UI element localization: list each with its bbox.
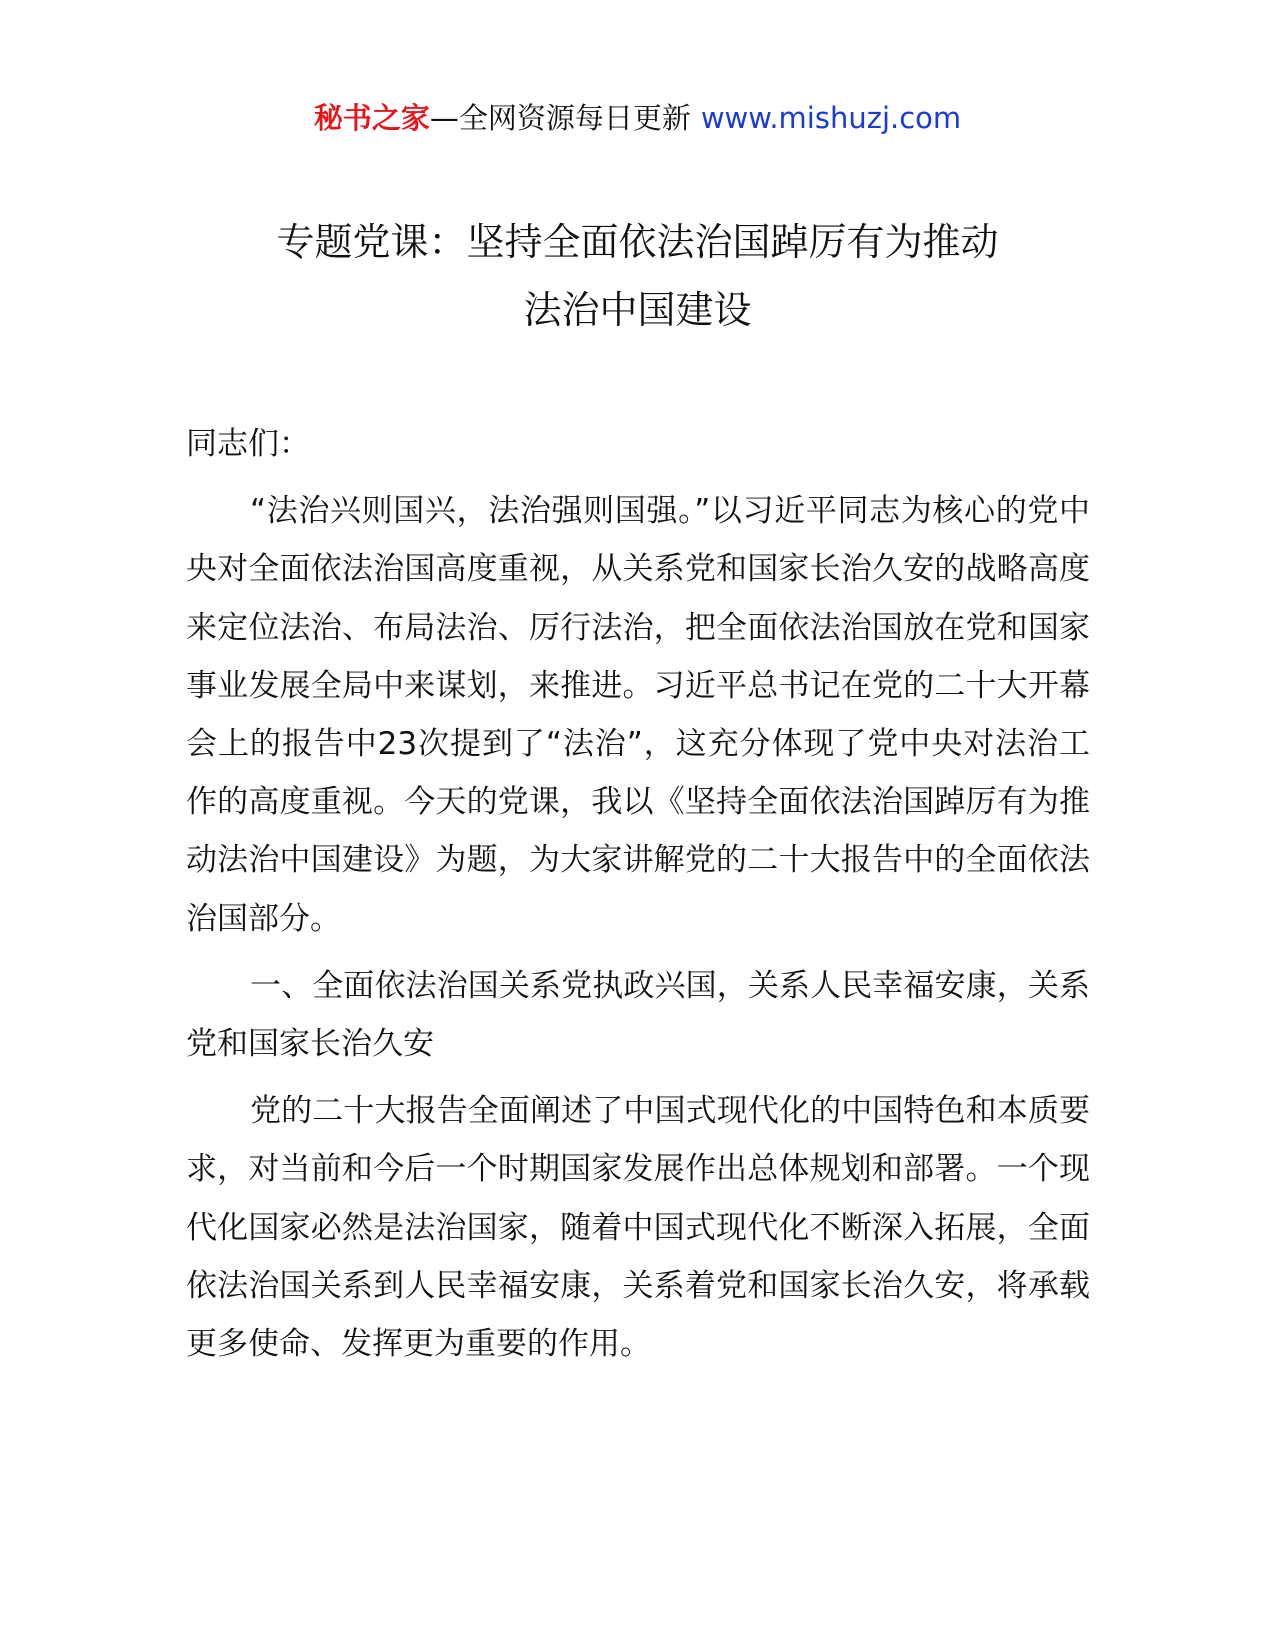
- site-url-link[interactable]: www.mishuzj.com: [700, 101, 962, 135]
- salutation: 同志们：: [186, 426, 310, 462]
- brand-name: 秘书之家: [313, 101, 430, 135]
- site-header: [0, 96, 1275, 140]
- section-heading: 一、全面依法治国关系党执政兴国，关系人民幸福安康，关系党和国家长治久安: [186, 967, 1090, 1063]
- body-paragraph: 党的二十大报告全面阐述了中国式现代化的中国特色和本质要求，对当前和今后一个时期国家发展作出总体规划和部署。一个现代化国家必然是法治国家，随着中国式现代化不断深入拓展，全面依法治国关系到人民幸福安康，关系着党和国家长治久安，将承载更多使命、发挥更为重要的作用。: [186, 1093, 1090, 1363]
- document-title: [0, 208, 1275, 344]
- title-line-1: 专题党课：坚持全面依法治国踔厉有为推动: [276, 220, 999, 264]
- document-body: [186, 415, 1090, 1373]
- title-line-2: 法治中国建设: [523, 288, 752, 332]
- body-paragraph: “法治兴则国兴，法治强则国强。”以习近平同志为核心的党中央对全面依法治国高度重视，从关系党和国家长治久安的战略高度来定位法治、布局法治、厉行法治，把全面依法治国放在党和国家事业发展全局中来谋划，来推进。习近平总书记在党的二十大开幕会上的报告中23次提到了“法治”，这充分体现了党中央对法治工作的高度重视。今天的党课，我以《坚持全面依法治国踔厉有为推动法治中国建设》为题，为大家讲解党的二十大报告中的全面依法治国部分。: [186, 493, 1090, 937]
- header-tagline: —全网资源每日更新: [429, 101, 691, 135]
